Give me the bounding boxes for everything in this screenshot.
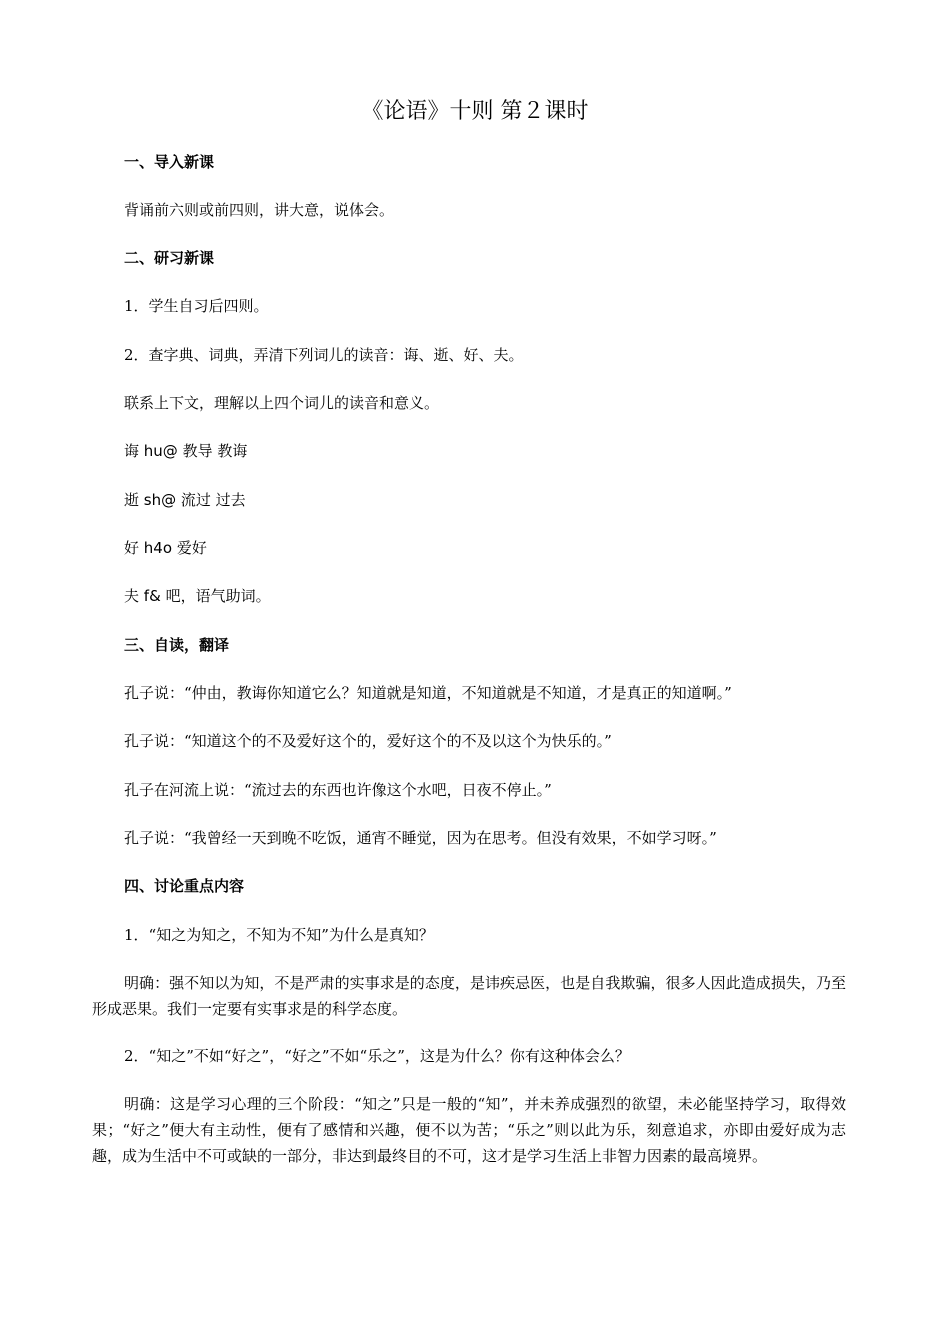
translation-line: 孔子说：“知道这个的不及爱好这个的，爱好这个的不及以这个为快乐的。” xyxy=(124,732,612,750)
word-entry xyxy=(124,489,246,511)
word-char: 夫 xyxy=(124,587,140,605)
word-meaning: 教导 教诲 xyxy=(182,442,248,460)
word-entry xyxy=(124,585,271,607)
word-pinyin: hu@ xyxy=(143,442,178,460)
discussion-question-2: 2．“知之”不如“好之”，“好之”不如“乐之”，这是为什么？你有这种体会么？ xyxy=(124,1047,630,1065)
section-heading-discussion: 四、讨论重点内容 xyxy=(124,877,245,895)
word-char: 诲 xyxy=(124,442,140,460)
translation-line: 孔子说：“仲由，教诲你知道它么？知道就是知道，不知道就是不知道，才是真正的知道啊。” xyxy=(124,684,732,702)
intro-text: 背诵前六则或前四则，讲大意，说体会。 xyxy=(124,201,395,219)
translation-line: 孔子说：“我曾经一天到晚不吃饭，通宵不睡觉，因为在思考。但没有效果，不如学习呀。” xyxy=(124,829,717,847)
word-entry xyxy=(124,440,247,462)
word-char: 逝 xyxy=(124,491,140,509)
section-heading-study: 二、研习新课 xyxy=(124,249,215,267)
word-pinyin: f& xyxy=(143,587,161,605)
discussion-answer-1: 明确：强不知以为知，不是严肃的实事求是的态度，是讳疾忌医，也是自我欺骗，很多人因此造成损失，乃至形成恶果。我们一定要有实事求是的科学态度。 xyxy=(92,974,846,1018)
study-note: 联系上下文，理解以上四个词儿的读音和意义。 xyxy=(124,394,440,412)
word-entry xyxy=(124,537,207,559)
word-pinyin: h4o xyxy=(143,539,173,557)
discussion-question-1: 1．“知之为知之，不知为不知”为什么是真知？ xyxy=(124,926,434,944)
word-meaning: 爱好 xyxy=(176,539,207,557)
word-meaning: 流过 过去 xyxy=(180,491,246,509)
word-meaning: 吧，语气助词。 xyxy=(165,587,271,605)
discussion-answer-2: 明确：这是学习心理的三个阶段：“知之”只是一般的“知”，并未养成强烈的欲望，未必能坚持学习，取得效果；“好之”便大有主动性，便有了感情和兴趣，便不以为苦；“乐之”则以此为乐，刻意追求，亦即由爱好成为志趣，成为生活中不可或缺的一部分，非达到最终目的不可，这才是学习生活上非智力因素的最高境界。 xyxy=(92,1095,846,1165)
section-heading-translate: 三、自读，翻译 xyxy=(124,636,230,654)
document-title: 《论语》十则 第２课时 xyxy=(361,99,589,124)
section-heading-intro: 一、导入新课 xyxy=(124,153,215,171)
translation-line: 孔子在河流上说：“流过去的东西也许像这个水吧，日夜不停止。” xyxy=(124,781,552,799)
word-pinyin: sh@ xyxy=(143,491,177,509)
study-item-1: 1．学生自习后四则。 xyxy=(124,297,269,315)
study-item-2: 2．查字典、词典，弄清下列词儿的读音：诲、逝、好、夫。 xyxy=(124,346,524,364)
word-char: 好 xyxy=(124,539,140,557)
